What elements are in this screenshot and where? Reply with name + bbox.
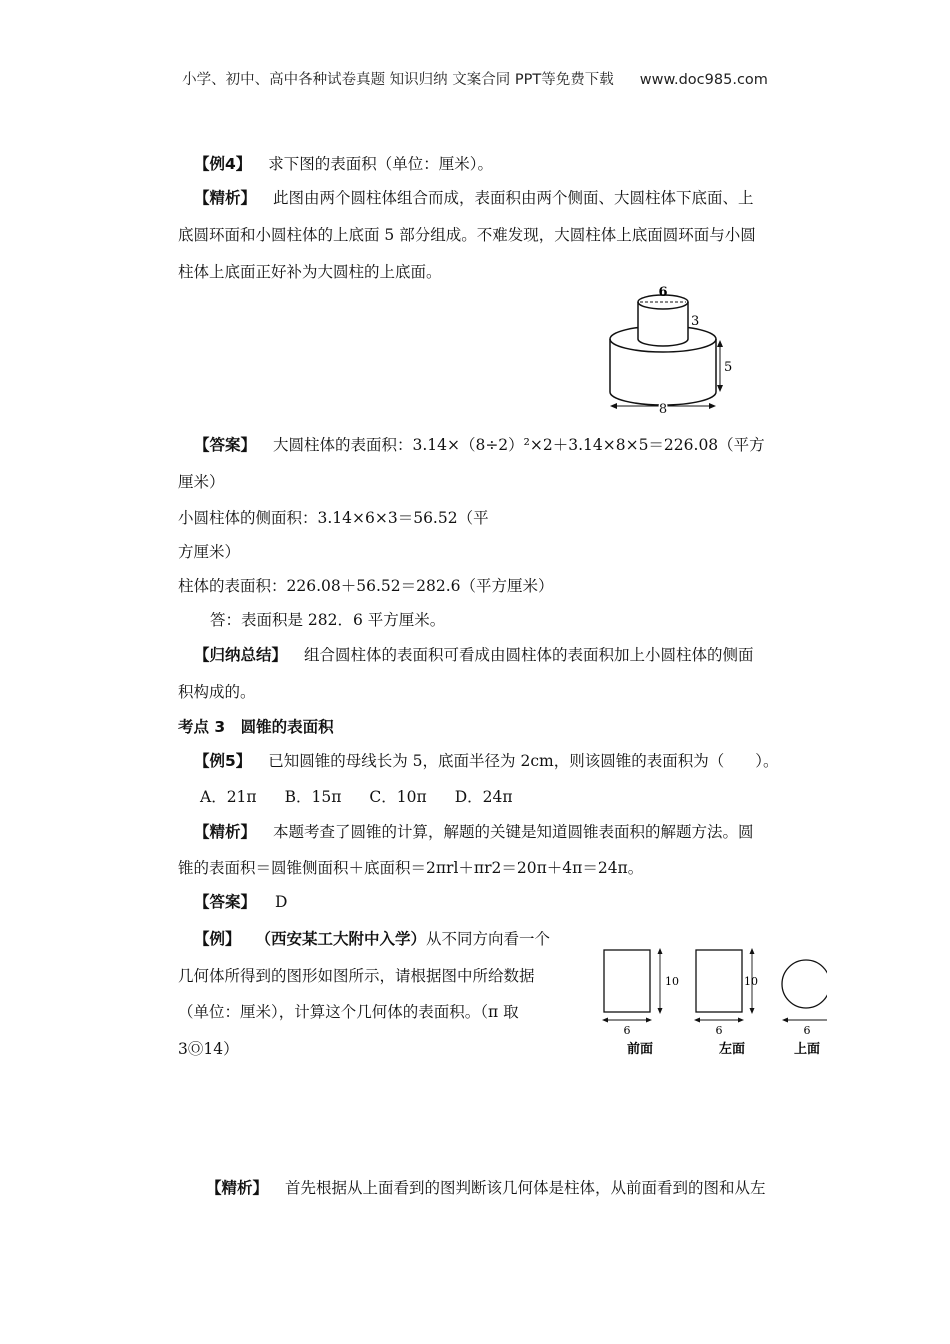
ex6-question-line3: （单位：厘米），计算这个几何体的表面积。（π 取	[178, 1003, 519, 1021]
ex4-analysis	[178, 180, 824, 217]
ex4-tag: 【例4】	[194, 155, 252, 173]
ex4-summary	[178, 637, 824, 674]
header-text: 小学、初中、高中各种试卷真题 知识归纳 文案合同 PPT等免费下载	[182, 72, 614, 88]
ex4-summary-line2: 积构成的。	[178, 683, 256, 701]
ex5-options	[178, 779, 830, 816]
ex6-top-width: 6	[803, 1024, 811, 1037]
ex4-summary-line1: 组合圆柱体的表面积可看成由圆柱体的表面积加上小圆柱体的侧面	[303, 646, 754, 664]
ex4-answer-line6: 答：表面积是 282．6 平方厘米。	[210, 611, 446, 629]
ex5-analysis	[178, 814, 824, 851]
ex4-answer-tag: 【答案】	[194, 436, 257, 454]
ex5-option-c: C．10π	[369, 788, 427, 806]
ex4-answer-line5: 柱体的表面积：226.08＋56.52＝282.6（平方厘米）	[178, 577, 554, 595]
ex6-question	[178, 921, 614, 958]
ex4-answer-line1: 大圆柱体的表面积：3.14×（8÷2）²×2＋3.14×8×5＝226.08（平方	[272, 436, 765, 454]
ex6-tag: 【例】	[194, 930, 241, 948]
ex6-front-label: 前面	[626, 1042, 654, 1057]
ex5-analysis-line2: 锥的表面积＝圆锥侧面积＋底面积＝2πrl＋πr2＝20π＋4π＝24π。	[178, 859, 644, 877]
ex6-front-width: 6	[623, 1024, 631, 1037]
ex5-answer	[178, 884, 824, 921]
ex6-question-line2: 几何体所得到的图形如图所示，请根据图中所给数据	[178, 967, 535, 985]
kp3-title: 考点 3 圆锥的表面积	[178, 718, 334, 736]
ex5-question	[178, 743, 824, 780]
ex4-fig-small-height: 3	[691, 314, 700, 329]
ex6-question-line4: 3Ⓞ14）	[178, 1040, 239, 1058]
ex5-option-a: A．21π	[200, 788, 257, 806]
ex6-left-width: 6	[715, 1024, 723, 1037]
ex4-summary-tag: 【归纳总结】	[194, 646, 288, 664]
ex4-fig-bottom-label: 8	[658, 402, 668, 417]
ex4-analysis-line1: 此图由两个圆柱体组合而成，表面积由两个侧面、大圆柱体下底面、上	[272, 189, 754, 207]
ex4-answer-line3: 小圆柱体的侧面积：3.14×6×3＝56.52（平	[178, 509, 489, 527]
ex6-question-line1: 从不同方向看一个	[425, 930, 550, 948]
ex4-analysis-tag: 【精析】	[194, 189, 257, 207]
ex4-analysis-line3: 柱体上底面正好补为大圆柱的上底面。	[178, 263, 442, 281]
ex4-fig-big-height: 5	[724, 360, 733, 375]
page-header	[0, 68, 950, 89]
ex5-analysis-line1: 本题考查了圆锥的计算，解题的关键是知道圆锥表面积的解题方法。圆	[272, 823, 754, 841]
ex6-left-height: 10	[744, 975, 758, 988]
ex6-top-label: 上面	[793, 1042, 821, 1057]
ex6-analysis-line1: 首先根据从上面看到的图判断该几何体是柱体，从前面看到的图和从左	[284, 1179, 766, 1197]
ex4-analysis-line2: 底圆环面和小圆柱体的上底面 5 部分组成。不难发现，大圆柱体上底面圆环面与小圆	[178, 226, 756, 244]
ex6-source: （西安某工大附中入学）	[255, 930, 426, 948]
ex6-left-label: 左面	[718, 1042, 746, 1057]
ex4-fig-top-label: 6	[658, 285, 668, 300]
ex6-front-height: 10	[665, 975, 679, 988]
ex4-question	[178, 146, 824, 183]
header-url[interactable]: www.doc985.com	[639, 72, 768, 88]
ex5-answer-value: D	[274, 893, 288, 911]
ex6-analysis-tag: 【精析】	[206, 1179, 269, 1197]
ex4-cylinder-figure	[600, 282, 750, 420]
ex5-option-b: B．15π	[284, 788, 342, 806]
ex4-answer	[178, 427, 824, 464]
ex5-answer-tag: 【答案】	[194, 893, 257, 911]
ex5-tag: 【例5】	[194, 752, 252, 770]
ex5-option-d: D．24π	[454, 788, 513, 806]
ex5-analysis-tag: 【精析】	[194, 823, 257, 841]
ex6-three-views-figure	[596, 938, 830, 1062]
ex6-analysis	[190, 1170, 836, 1207]
ex4-answer-line2: 厘米）	[178, 473, 225, 491]
ex4-answer-line4: 方厘米）	[178, 543, 241, 561]
ex4-question-text: 求下图的表面积（单位：厘米）。	[268, 155, 493, 173]
ex5-question-text: 已知圆锥的母线长为 5，底面半径为 2cm，则该圆锥的表面积为（ ）。	[268, 752, 779, 770]
